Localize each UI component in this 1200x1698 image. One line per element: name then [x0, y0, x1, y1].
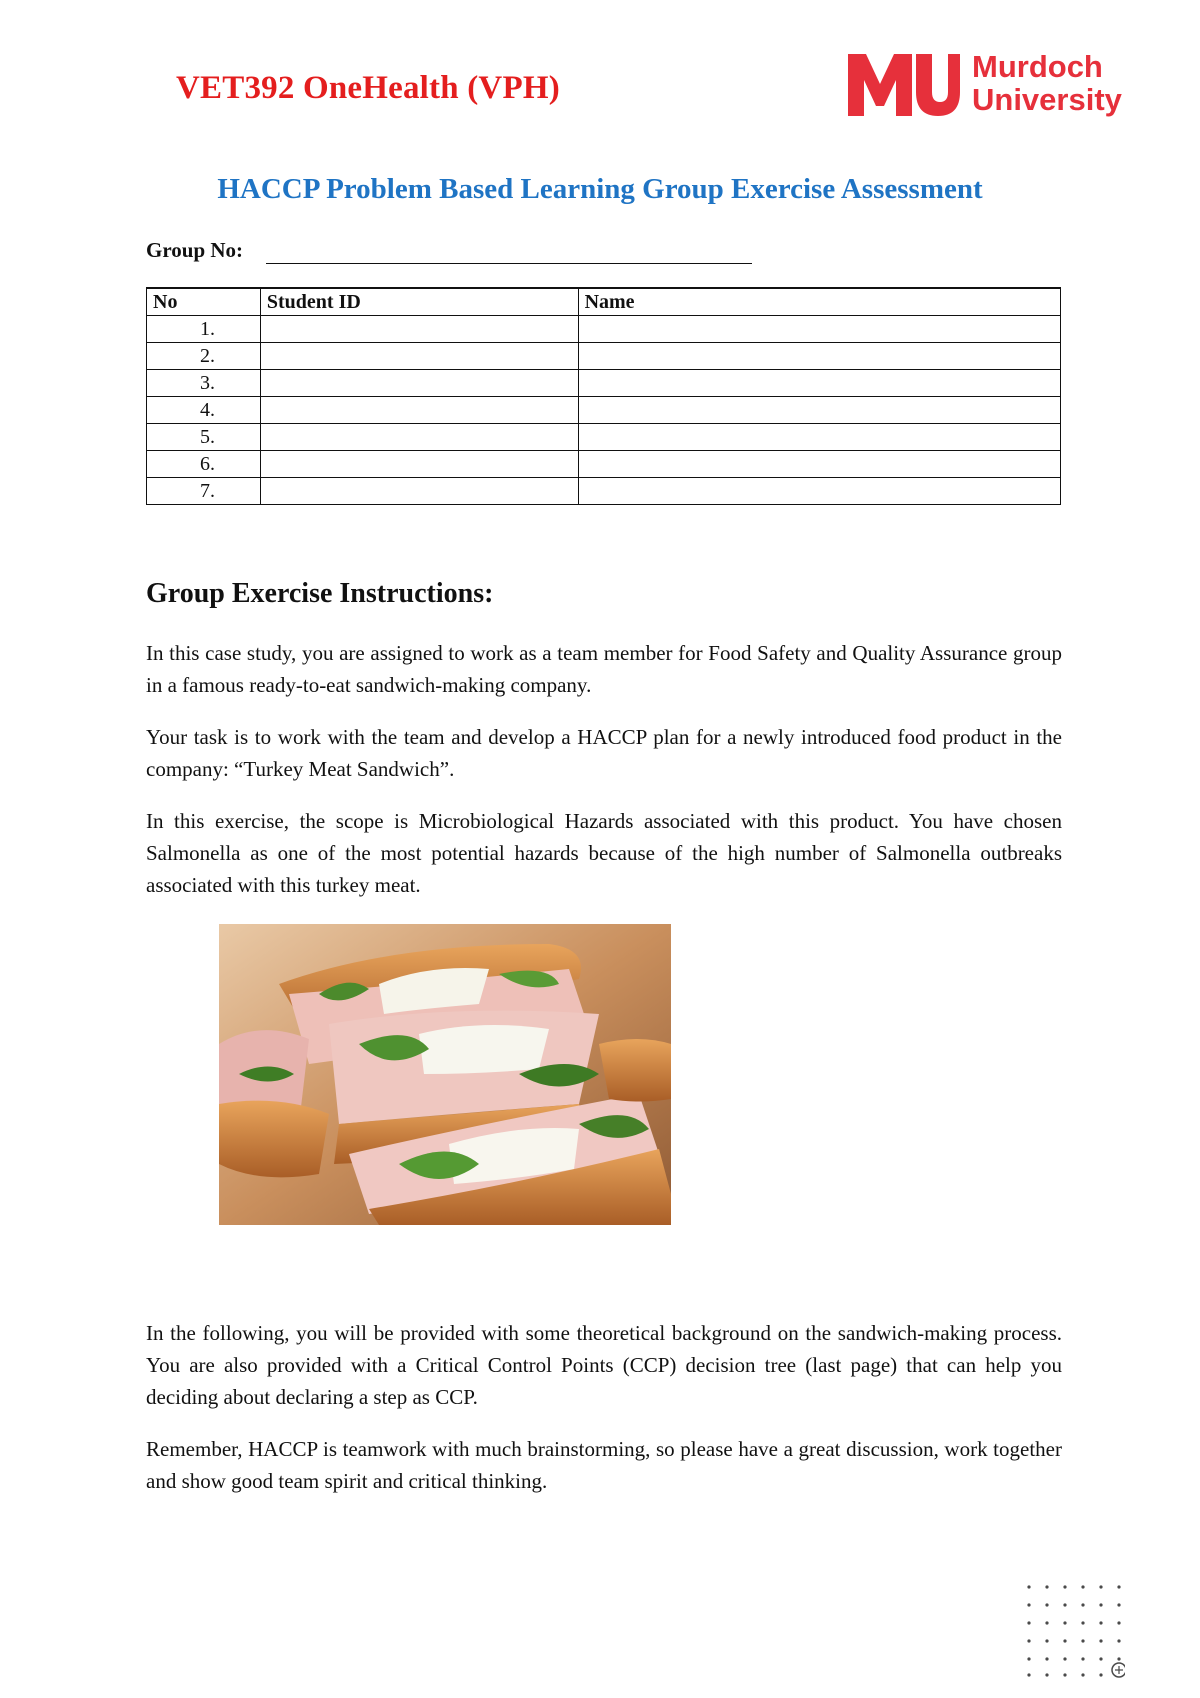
- table-row: [147, 451, 1061, 478]
- logo-wordmark: [972, 50, 1122, 116]
- row-number: 6.: [147, 451, 261, 478]
- name-cell[interactable]: [578, 451, 1060, 478]
- logo-line-1: Murdoch: [972, 49, 1103, 84]
- group-no-field[interactable]: [266, 263, 752, 264]
- student-id-cell[interactable]: [260, 397, 578, 424]
- table-row: [147, 343, 1061, 370]
- student-id-cell[interactable]: [260, 424, 578, 451]
- table-header-row: [147, 288, 1061, 316]
- university-logo: [848, 50, 1148, 122]
- paragraph-task: Your task is to work with the team and develop a HACCP plan for a newly introduced food product in the company: “Turkey Meat Sandwich”.: [146, 725, 1062, 781]
- paragraph-intro: In this case study, you are assigned to work as a team member for Food Safety and Quality Assurance group in a famous ready-to-eat sandwich-making company.: [146, 641, 1062, 697]
- course-title: VET392 OneHealth (VPH): [176, 70, 560, 106]
- table-row: [147, 397, 1061, 424]
- table-row: [147, 370, 1061, 397]
- student-id-cell[interactable]: [260, 343, 578, 370]
- paragraph-scope: In this exercise, the scope is Microbiological Hazards associated with this product. You have chosen Salmonella as one of the most potential hazards because of the high number of Salmonella outbreaks associated with this turkey meat.: [146, 809, 1062, 897]
- name-cell[interactable]: [578, 397, 1060, 424]
- row-number: 5.: [147, 424, 261, 451]
- table-row: [147, 424, 1061, 451]
- row-number: 4.: [147, 397, 261, 424]
- name-cell[interactable]: [578, 370, 1060, 397]
- paragraph-reminder: Remember, HACCP is teamwork with much brainstorming, so please have a great discussion, work together and show good team spirit and critical thinking.: [146, 1437, 1062, 1493]
- mu-logo-mark: [848, 54, 960, 116]
- header-student-id: Student ID: [260, 288, 578, 316]
- student-id-cell[interactable]: [260, 316, 578, 343]
- members-table: [146, 287, 1061, 505]
- turkey-sandwich-photo: [219, 924, 671, 1225]
- row-number: 3.: [147, 370, 261, 397]
- student-id-cell[interactable]: [260, 478, 578, 505]
- name-cell[interactable]: [578, 478, 1060, 505]
- group-no-label: Group No:: [146, 238, 244, 262]
- header-no: No: [147, 288, 261, 316]
- logo-line-2: University: [972, 82, 1122, 117]
- name-cell[interactable]: [578, 343, 1060, 370]
- row-number: 7.: [147, 478, 261, 505]
- student-id-cell[interactable]: [260, 451, 578, 478]
- document-title: HACCP Problem Based Learning Group Exercise Assessment: [217, 173, 983, 205]
- table-row: [147, 316, 1061, 343]
- table-row: [147, 478, 1061, 505]
- dot-grid-icon: [1025, 1583, 1125, 1678]
- row-number: 1.: [147, 316, 261, 343]
- student-id-cell[interactable]: [260, 370, 578, 397]
- header-name: Name: [578, 288, 1060, 316]
- row-number: 2.: [147, 343, 261, 370]
- name-cell[interactable]: [578, 316, 1060, 343]
- instructions-heading: Group Exercise Instructions:: [146, 578, 494, 609]
- paragraph-background: In the following, you will be provided with some theoretical background on the sandwich-making process. You are also provided with a Critical Control Points (CCP) decision tree (last page) that can help you deciding about declaring a step as CCP.: [146, 1321, 1062, 1409]
- name-cell[interactable]: [578, 424, 1060, 451]
